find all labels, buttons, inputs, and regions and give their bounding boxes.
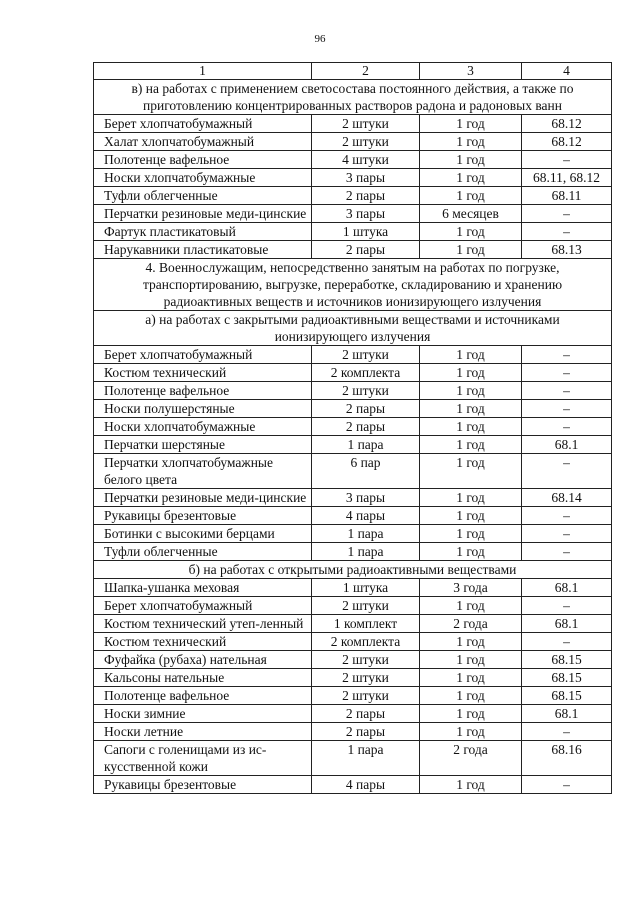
item-name: Носки полушерстяные	[94, 400, 312, 417]
item-name: Фартук пластикатовый	[94, 223, 312, 240]
item-note: –	[563, 508, 570, 523]
item-quantity: 3 пары	[312, 205, 420, 222]
section-title: б) на работах с открытыми радиоактивными веществами	[94, 561, 611, 579]
clothing-norms-table	[93, 62, 612, 794]
item-name: Костюм технический	[94, 364, 312, 381]
item-term: 1 год	[420, 633, 522, 650]
table-row	[94, 454, 611, 489]
item-name: Носки летние	[94, 723, 312, 740]
item-name: Кальсоны нательные	[94, 669, 312, 686]
item-name: Полотенце вафельное	[94, 151, 312, 168]
table-row	[94, 400, 611, 418]
table-row	[94, 187, 611, 205]
item-name: Носки зимние	[94, 705, 312, 722]
table-row	[94, 507, 611, 525]
item-quantity: 2 пары	[312, 723, 420, 740]
table-row	[94, 669, 611, 687]
item-note: 68.12	[551, 134, 582, 149]
table-row	[94, 543, 611, 561]
table-row	[94, 364, 611, 382]
item-name: Носки хлопчатобумажные	[94, 418, 312, 435]
table-row	[94, 382, 611, 400]
item-name: Фуфайка (рубаха) нательная	[94, 651, 312, 668]
item-name: Рукавицы брезентовые	[94, 776, 312, 793]
header-col-3: 3	[420, 63, 522, 79]
item-note: –	[563, 365, 570, 380]
item-quantity: 2 штуки	[312, 382, 420, 399]
item-quantity: 1 пара	[312, 436, 420, 453]
table-row	[94, 418, 611, 436]
item-quantity: 2 комплекта	[312, 633, 420, 650]
item-quantity: 4 пары	[312, 776, 420, 793]
item-quantity: 1 штука	[312, 223, 420, 240]
table-row	[94, 579, 611, 597]
table-row	[94, 687, 611, 705]
item-note: –	[563, 634, 570, 649]
item-note: –	[563, 419, 570, 434]
table-row	[94, 223, 611, 241]
item-name: Берет хлопчатобумажный	[94, 115, 312, 132]
item-term: 1 год	[420, 436, 522, 453]
table-row	[94, 436, 611, 454]
item-quantity: 2 штуки	[312, 597, 420, 614]
item-note: 68.15	[551, 670, 582, 685]
item-quantity: 4 пары	[312, 507, 420, 524]
header-col-1: 1	[94, 63, 312, 79]
table-row	[94, 241, 611, 259]
item-term: 1 год	[420, 454, 522, 488]
item-name: Перчатки резиновые меди-цинские	[94, 489, 312, 506]
item-name: Рукавицы брезентовые	[94, 507, 312, 524]
table-row	[94, 776, 611, 794]
item-quantity: 2 пары	[312, 241, 420, 258]
item-quantity: 2 штуки	[312, 687, 420, 704]
item-name: Носки хлопчатобумажные	[94, 169, 312, 186]
item-name: Сапоги с голенищами из ис-кусственной кожи	[94, 741, 312, 775]
item-term: 1 год	[420, 133, 522, 150]
item-name: Халат хлопчатобумажный	[94, 133, 312, 150]
table-row	[94, 151, 611, 169]
item-name: Нарукавники пластикатовые	[94, 241, 312, 258]
item-term: 2 года	[420, 741, 522, 775]
item-note: –	[563, 777, 570, 792]
item-name: Туфли облегченные	[94, 187, 312, 204]
item-name: Костюм технический утеп-ленный	[94, 615, 312, 632]
table-row	[94, 525, 611, 543]
item-term: 1 год	[420, 400, 522, 417]
section-title: 4. Военнослужащим, непосредственно занятым на работах по погрузке, транспортированию, выгрузке, переработке, складированию и хранению радиоактивных веществ и источников ионизирующего излучения	[94, 259, 611, 311]
item-term: 1 год	[420, 151, 522, 168]
item-term: 1 год	[420, 723, 522, 740]
item-note: –	[563, 598, 570, 613]
table-row	[94, 705, 611, 723]
item-name: Ботинки с высокими берцами	[94, 525, 312, 542]
item-quantity: 2 штуки	[312, 669, 420, 686]
table-row	[94, 615, 611, 633]
section-title: а) на работах с закрытыми радиоактивными веществами и источниками ионизирующего излучения	[94, 311, 611, 346]
item-quantity: 2 пары	[312, 400, 420, 417]
table-row	[94, 633, 611, 651]
table-row	[94, 169, 611, 187]
item-quantity: 1 штука	[312, 579, 420, 596]
item-quantity: 6 пар	[312, 454, 420, 488]
item-name: Перчатки резиновые меди-цинские	[94, 205, 312, 222]
item-note: 68.12	[551, 116, 582, 131]
item-name: Берет хлопчатобумажный	[94, 346, 312, 363]
item-note: –	[563, 455, 570, 470]
item-quantity: 2 штуки	[312, 346, 420, 363]
item-note: 68.15	[551, 688, 582, 703]
item-note: –	[563, 206, 570, 221]
table-row	[94, 651, 611, 669]
table-row	[94, 489, 611, 507]
item-term: 1 год	[420, 187, 522, 204]
item-note: –	[563, 152, 570, 167]
item-term: 2 года	[420, 615, 522, 632]
item-quantity: 3 пары	[312, 489, 420, 506]
item-note: 68.14	[551, 490, 582, 505]
item-quantity: 2 штуки	[312, 651, 420, 668]
item-quantity: 2 пары	[312, 187, 420, 204]
item-note: 68.1	[554, 616, 579, 631]
section-title: в) на работах с применением светосостава постоянного действия, а также по приготовлению концентрированных растворов радона и радоновых ванн	[94, 80, 611, 115]
item-quantity: 1 комплект	[312, 615, 420, 632]
item-note: 68.1	[554, 580, 579, 595]
item-name: Полотенце вафельное	[94, 687, 312, 704]
item-note: 68.16	[551, 742, 582, 757]
item-note: 68.11, 68.12	[533, 170, 600, 185]
item-quantity: 2 комплекта	[312, 364, 420, 381]
table-row	[94, 597, 611, 615]
table-header-row	[94, 63, 611, 80]
item-note: –	[563, 544, 570, 559]
header-col-2: 2	[312, 63, 420, 79]
item-note: 68.15	[551, 652, 582, 667]
item-term: 1 год	[420, 597, 522, 614]
item-quantity: 2 штуки	[312, 115, 420, 132]
item-note: –	[563, 347, 570, 362]
item-term: 1 год	[420, 382, 522, 399]
item-term: 1 год	[420, 418, 522, 435]
item-quantity: 1 пара	[312, 543, 420, 560]
item-term: 1 год	[420, 489, 522, 506]
item-term: 1 год	[420, 525, 522, 542]
item-term: 1 год	[420, 507, 522, 524]
item-quantity: 3 пары	[312, 169, 420, 186]
item-name: Костюм технический	[94, 633, 312, 650]
item-name: Туфли облегченные	[94, 543, 312, 560]
table-row	[94, 133, 611, 151]
item-term: 1 год	[420, 364, 522, 381]
item-term: 1 год	[420, 651, 522, 668]
item-term: 3 года	[420, 579, 522, 596]
page-number: 96	[314, 33, 326, 45]
item-term: 1 год	[420, 346, 522, 363]
item-term: 6 месяцев	[420, 205, 522, 222]
item-term: 1 год	[420, 776, 522, 793]
item-name: Полотенце вафельное	[94, 382, 312, 399]
item-name: Берет хлопчатобумажный	[94, 597, 312, 614]
table-row	[94, 741, 611, 776]
item-term: 1 год	[420, 687, 522, 704]
item-name: Перчатки хлопчатобумажные белого цвета	[94, 454, 312, 488]
item-note: –	[563, 383, 570, 398]
item-quantity: 2 штуки	[312, 133, 420, 150]
item-quantity: 2 пары	[312, 705, 420, 722]
item-quantity: 2 пары	[312, 418, 420, 435]
item-note: 68.1	[554, 437, 579, 452]
header-col-4: 4	[563, 63, 570, 78]
item-note: –	[563, 526, 570, 541]
table-row	[94, 115, 611, 133]
table-row	[94, 723, 611, 741]
item-note: 68.1	[554, 706, 579, 721]
item-name: Перчатки шерстяные	[94, 436, 312, 453]
item-quantity: 1 пара	[312, 741, 420, 775]
item-term: 1 год	[420, 705, 522, 722]
item-term: 1 год	[420, 115, 522, 132]
table-row	[94, 346, 611, 364]
item-note: –	[563, 401, 570, 416]
item-term: 1 год	[420, 169, 522, 186]
item-quantity: 1 пара	[312, 525, 420, 542]
item-note: 68.11	[551, 188, 582, 203]
item-term: 1 год	[420, 241, 522, 258]
item-term: 1 год	[420, 543, 522, 560]
item-term: 1 год	[420, 669, 522, 686]
item-name: Шапка-ушанка меховая	[94, 579, 312, 596]
item-note: 68.13	[551, 242, 582, 257]
item-note: –	[563, 224, 570, 239]
item-quantity: 4 штуки	[312, 151, 420, 168]
table-row	[94, 205, 611, 223]
item-term: 1 год	[420, 223, 522, 240]
item-note: –	[563, 724, 570, 739]
